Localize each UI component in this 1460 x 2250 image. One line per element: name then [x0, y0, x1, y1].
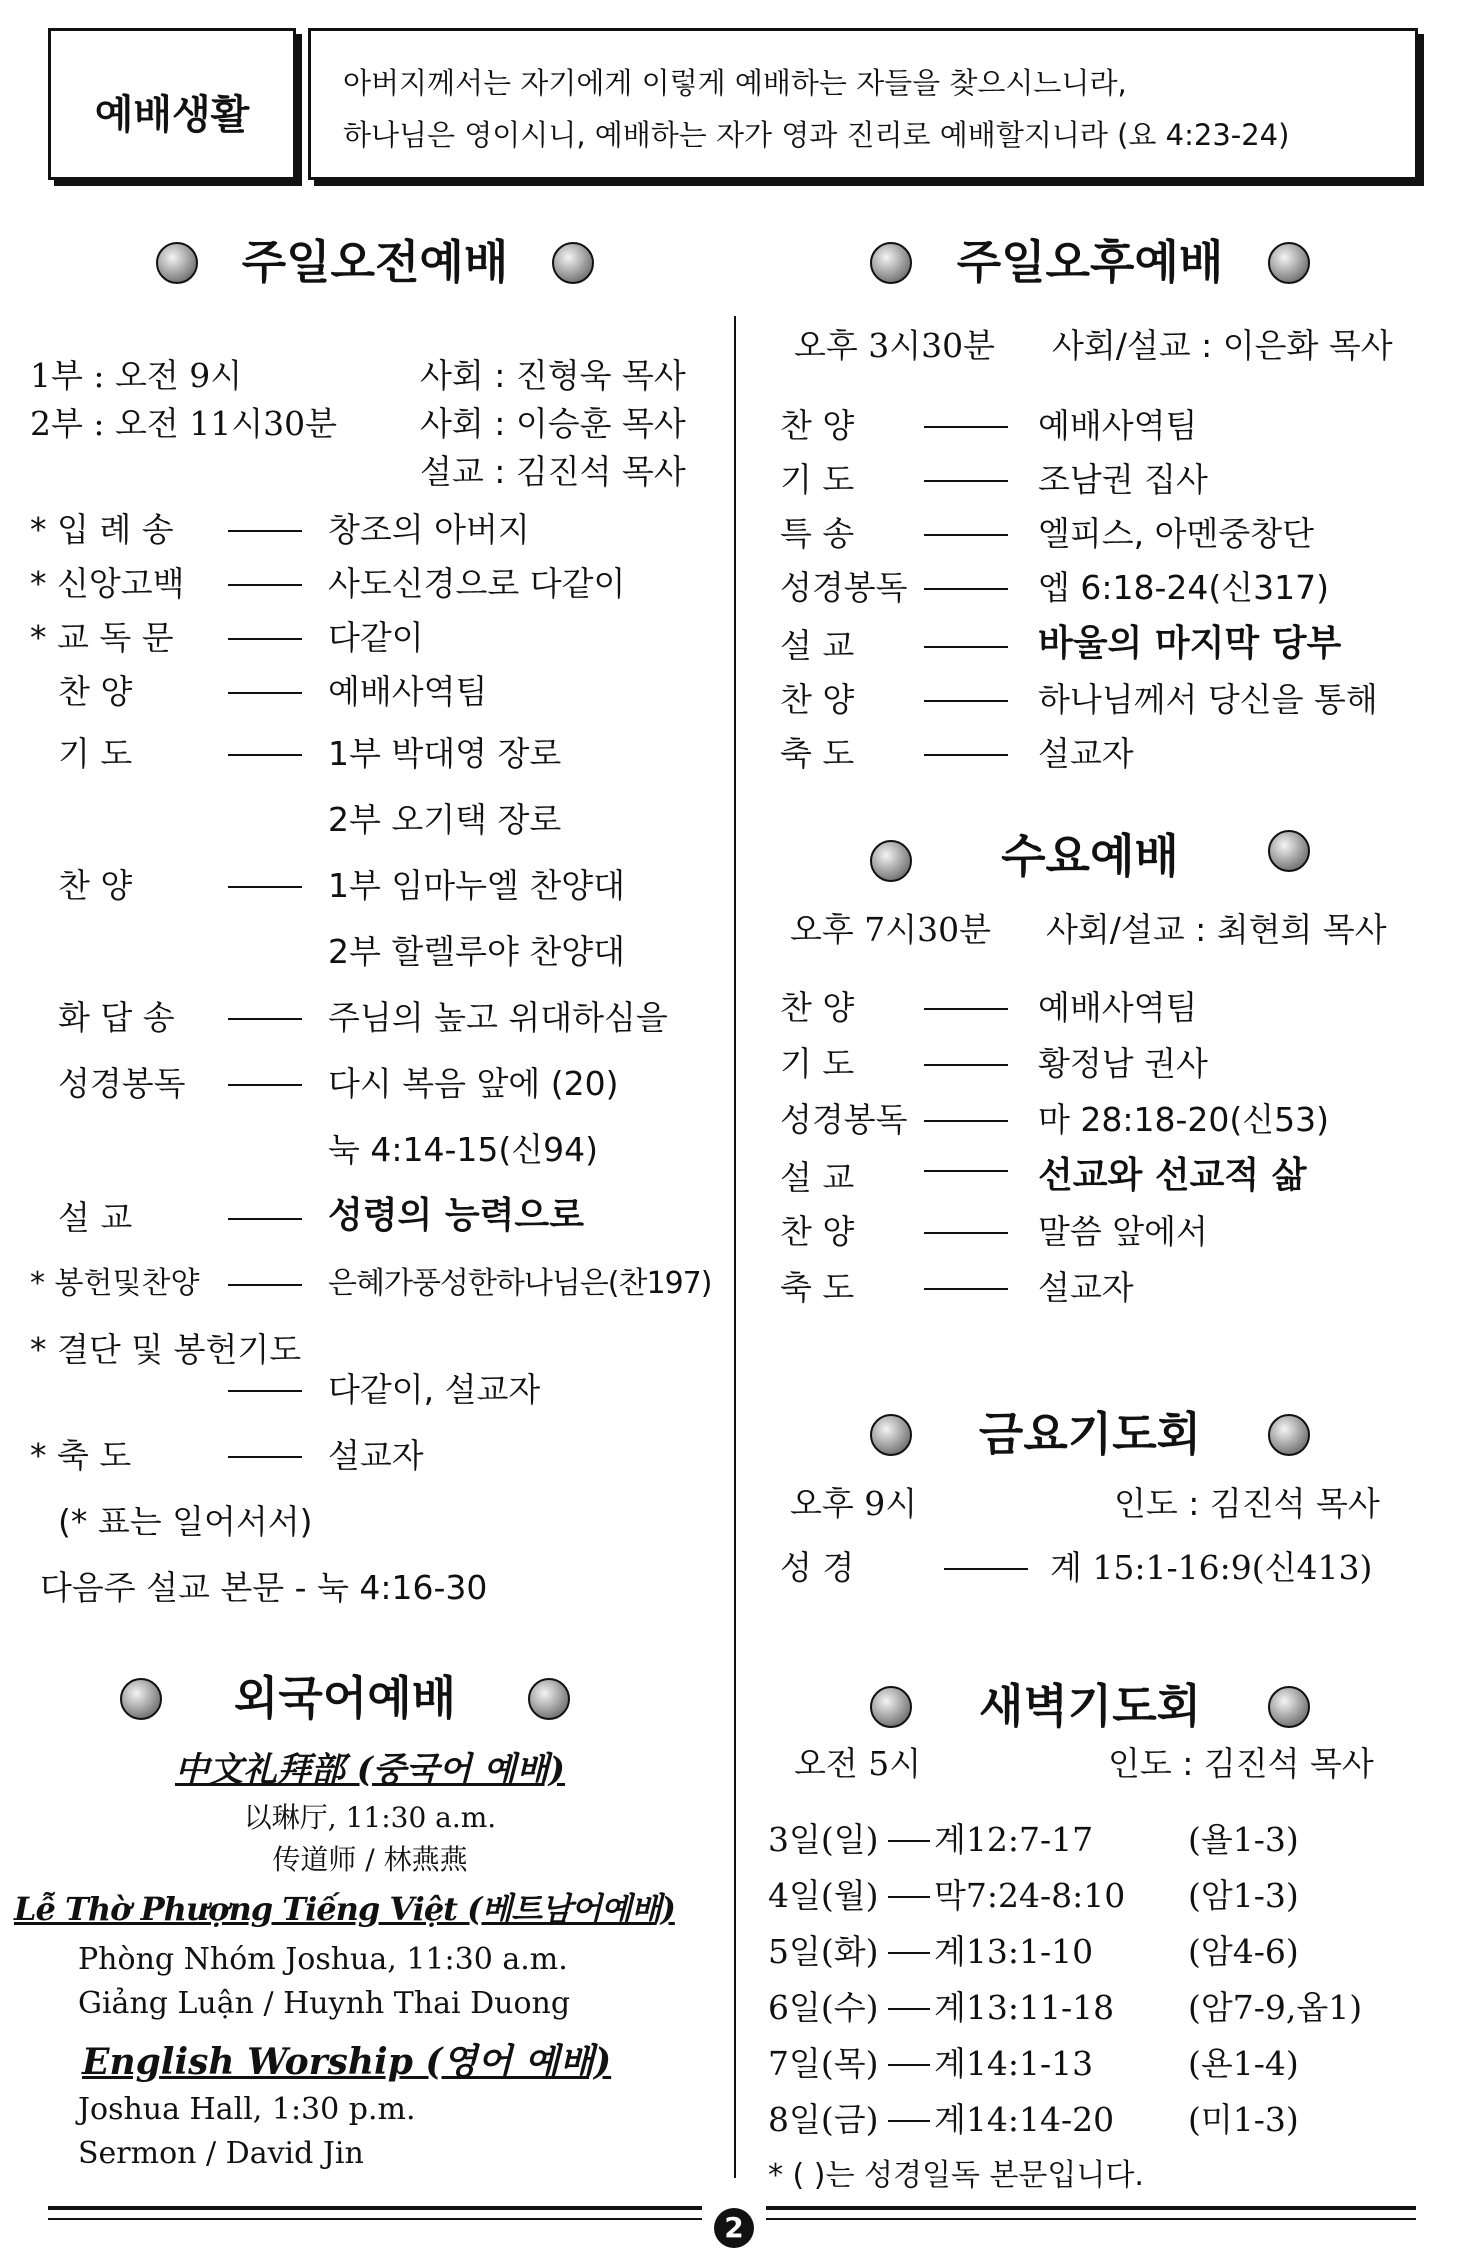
leader-dash — [228, 886, 302, 888]
order-value: 2부 오기택 장로 — [328, 800, 562, 839]
english-worship-title: English Worship (영어 예배) — [82, 2041, 612, 2083]
leader-dash — [888, 1896, 930, 1898]
order-value: 황정남 권사 — [1038, 1044, 1208, 1083]
footer-rule-left-thin — [48, 2218, 702, 2220]
friday-time: 오후 9시 — [790, 1484, 918, 1523]
order-label: 성경봉독 — [780, 1100, 908, 1139]
leader-dash — [228, 1084, 302, 1086]
dawn-reading: (미1-3) — [1188, 2100, 1299, 2139]
chinese-worship-title: 中文礼拜部 (중국어 예배) — [174, 1750, 566, 1790]
order-label: 특 송 — [780, 514, 855, 553]
sermon-title: 성령의 능력으로 — [328, 1195, 584, 1236]
dawn-text: 막7:24-8:10 — [934, 1876, 1126, 1915]
leader-dash — [228, 1456, 302, 1458]
leader-dash — [924, 426, 1008, 428]
dawn-text: 계13:11-18 — [934, 1988, 1115, 2027]
dawn-reading: (암1-3) — [1188, 1876, 1299, 1915]
sunday-am-heading — [150, 232, 600, 292]
leader-dash — [228, 638, 302, 640]
leader-dash — [228, 1284, 302, 1286]
footer-rule-left — [48, 2206, 702, 2210]
foreign-title: 외국어예배 — [233, 1671, 457, 1725]
order-value: 1부 임마누엘 찬양대 — [328, 866, 625, 905]
leader-dash — [924, 1120, 1008, 1122]
vietnamese-worship-title: Lễ Thờ Phượng Tiếng Việt (베트남어예배) — [14, 1890, 675, 1928]
leader-dash — [888, 2008, 930, 2010]
sunday-pm-leader: 사회/설교 : 이은화 목사 — [1052, 326, 1393, 365]
sunday-am-title: 주일오전예배 — [241, 235, 509, 289]
header-verse-box — [308, 28, 1418, 180]
friday-title: 금요기도회 — [978, 1407, 1202, 1461]
order-label: 축 도 — [780, 1268, 855, 1307]
friday-leader: 인도 : 김진석 목사 — [1114, 1484, 1380, 1523]
dawn-title: 새벽기도회 — [978, 1679, 1202, 1733]
order-label: 축 도 — [780, 734, 855, 773]
order-value: 2부 할렐루야 찬양대 — [328, 932, 625, 971]
order-value: 주님의 높고 위대하심을 — [328, 998, 668, 1037]
order-value: 예배사역팀 — [1038, 406, 1198, 445]
leader-dash — [228, 692, 302, 694]
wednesday-leader: 사회/설교 : 최현희 목사 — [1046, 910, 1387, 949]
order-value: 은혜가풍성한하나님은(찬197) — [328, 1266, 712, 1301]
order-value: 설교자 — [1038, 1268, 1134, 1307]
order-value: 다시 복음 앞에 (20) — [328, 1064, 619, 1103]
leader-dash — [944, 1568, 1028, 1570]
order-value: 예배사역팀 — [328, 672, 488, 711]
leader-dash — [924, 1170, 1008, 1172]
header-label: 예배생활 — [94, 92, 250, 138]
sunday-am-leader1: 사회 : 진형욱 목사 — [420, 356, 686, 395]
order-value: 말씀 앞에서 — [1038, 1212, 1208, 1251]
order-label: 성경봉독 — [58, 1064, 186, 1103]
leader-dash — [924, 588, 1008, 590]
order-label: 성경봉독 — [780, 568, 908, 607]
dawn-heading — [870, 1676, 1310, 1736]
dawn-day: 5일(화) — [768, 1932, 879, 1971]
dawn-time: 오전 5시 — [794, 1744, 922, 1783]
order-value: 다같이, 설교자 — [328, 1370, 541, 1409]
sunday-am-sched2: 2부 : 오전 11시30분 — [30, 404, 337, 443]
order-label: * 입 례 송 — [30, 510, 174, 549]
friday-scripture-label: 성 경 — [780, 1548, 855, 1587]
leader-dash — [924, 754, 1008, 756]
bullet-ball-icon — [1268, 1414, 1310, 1456]
leader-dash — [888, 2064, 930, 2066]
dawn-text: 계13:1-10 — [934, 1932, 1094, 1971]
wednesday-heading — [870, 826, 1310, 886]
order-value: 사도신경으로 다같이 — [328, 564, 626, 603]
bullet-ball-icon — [1268, 830, 1310, 872]
leader-dash — [888, 1840, 930, 1842]
order-label: * 교 독 문 — [30, 618, 174, 657]
foreign-heading — [120, 1668, 570, 1728]
dawn-reading: (욜1-3) — [1188, 1820, 1299, 1859]
order-value: 창조의 아버지 — [328, 510, 530, 549]
dawn-day: 4일(월) — [768, 1876, 879, 1915]
order-label: 화 답 송 — [58, 998, 175, 1037]
page-number: 2 — [714, 2208, 754, 2248]
leader-dash — [924, 534, 1008, 536]
order-label: 찬 양 — [780, 406, 855, 445]
order-value: 마 28:18-20(신53) — [1038, 1100, 1329, 1139]
sunday-am-leader2: 사회 : 이승훈 목사 — [420, 404, 686, 443]
leader-dash — [888, 1952, 930, 1954]
dawn-text: 계14:1-13 — [934, 2044, 1094, 2083]
order-label: 기 도 — [58, 734, 133, 773]
sermon-title: 선교와 선교적 삶 — [1038, 1155, 1307, 1196]
bullet-ball-icon — [1268, 1686, 1310, 1728]
order-label: * 신앙고백 — [30, 564, 185, 603]
footer-rule-right — [766, 2206, 1416, 2210]
sunday-pm-time: 오후 3시30분 — [794, 326, 995, 365]
dawn-reading: (욘1-4) — [1188, 2044, 1299, 2083]
order-label: 찬 양 — [780, 680, 855, 719]
sunday-pm-title: 주일오후예배 — [956, 235, 1224, 289]
leader-dash — [924, 1232, 1008, 1234]
dawn-reading: (암7-9,옵1) — [1188, 1988, 1363, 2027]
order-label: 설 교 — [58, 1198, 133, 1237]
order-value: 하나님께서 당신을 통해 — [1038, 680, 1378, 719]
bullet-ball-icon — [1268, 242, 1310, 284]
order-label: 찬 양 — [58, 866, 133, 905]
leader-dash — [924, 700, 1008, 702]
order-value: 조남권 집사 — [1038, 460, 1208, 499]
vietnamese-worship-place: Phòng Nhóm Joshua, 11:30 a.m. — [78, 1942, 568, 1977]
order-label: 기 도 — [780, 460, 855, 499]
leader-dash — [924, 646, 1008, 648]
column-divider — [734, 316, 736, 2178]
order-label: 기 도 — [780, 1044, 855, 1083]
order-value: 엡 6:18-24(신317) — [1038, 568, 1329, 607]
chinese-worship-leader: 传道师 / 林燕燕 — [272, 1843, 468, 1876]
sunday-am-sched1: 1부 : 오전 9시 — [30, 356, 243, 395]
english-worship-leader: Sermon / David Jin — [78, 2136, 364, 2171]
order-value: 다같이 — [328, 618, 424, 657]
leader-dash — [924, 1008, 1008, 1010]
friday-heading — [870, 1404, 1310, 1464]
dawn-reading: (암4-6) — [1188, 1932, 1299, 1971]
wednesday-title: 수요예배 — [1001, 829, 1179, 883]
order-label: 설 교 — [780, 626, 855, 665]
order-value: 1부 박대영 장로 — [328, 734, 562, 773]
header-verse-line2: 하나님은 영이시니, 예배하는 자가 영과 진리로 예배할지니라 (요 4:23-24) — [343, 118, 1290, 152]
leader-dash — [924, 1064, 1008, 1066]
dawn-day: 7일(목) — [768, 2044, 879, 2083]
chinese-worship-place: 以琳厅, 11:30 a.m. — [243, 1801, 497, 1834]
footer-rule-right-thin — [766, 2218, 1416, 2220]
sunday-am-preacher: 설교 : 김진석 목사 — [420, 452, 686, 491]
header-verse-line1: 아버지께서는 자기에게 이렇게 예배하는 자들을 찾으시느니라, — [343, 66, 1127, 100]
vietnamese-worship-leader: Giảng Luận / Huynh Thai Duong — [78, 1986, 571, 2021]
order-label: 찬 양 — [780, 1212, 855, 1251]
leader-dash — [924, 480, 1008, 482]
leader-dash — [228, 584, 302, 586]
dawn-day: 3일(일) — [768, 1820, 879, 1859]
dawn-day: 8일(금) — [768, 2100, 879, 2139]
leader-dash — [888, 2120, 930, 2122]
leader-dash — [228, 1218, 302, 1220]
header-label-box — [48, 28, 296, 180]
sunday-pm-heading — [870, 232, 1310, 292]
bullet-ball-icon — [528, 1678, 570, 1720]
standing-note: (* 표는 일어서서) — [58, 1502, 313, 1541]
friday-scripture: 계 15:1-16:9(신413) — [1050, 1548, 1373, 1587]
order-label: * 축 도 — [30, 1436, 132, 1475]
dawn-text: 계14:14-20 — [934, 2100, 1115, 2139]
english-worship-place: Joshua Hall, 1:30 p.m. — [78, 2092, 416, 2127]
dawn-day: 6일(수) — [768, 1988, 879, 2027]
order-value: 설교자 — [328, 1436, 424, 1475]
order-value: 설교자 — [1038, 734, 1134, 773]
order-value: 눅 4:14-15(신94) — [328, 1130, 598, 1169]
leader-dash — [228, 530, 302, 532]
next-week-text: 다음주 설교 본문 - 눅 4:16-30 — [40, 1568, 488, 1607]
order-label: 설 교 — [780, 1158, 855, 1197]
leader-dash — [924, 1288, 1008, 1290]
order-label: 찬 양 — [780, 988, 855, 1027]
dawn-text: 계12:7-17 — [934, 1820, 1094, 1859]
leader-dash — [228, 1390, 302, 1392]
bullet-ball-icon — [552, 242, 594, 284]
wednesday-time: 오후 7시30분 — [790, 910, 991, 949]
leader-dash — [228, 754, 302, 756]
order-value: 예배사역팀 — [1038, 988, 1198, 1027]
order-label: * 결단 및 봉헌기도 — [30, 1330, 302, 1369]
order-value: 엘피스, 아멘중창단 — [1038, 514, 1315, 553]
order-label: 찬 양 — [58, 672, 133, 711]
dawn-leader: 인도 : 김진석 목사 — [1108, 1744, 1374, 1783]
dawn-note: * ( )는 성경일독 본문입니다. — [768, 2158, 1144, 2193]
order-label: * 봉헌및찬양 — [30, 1266, 200, 1301]
leader-dash — [228, 1018, 302, 1020]
sermon-title: 바울의 마지막 당부 — [1038, 623, 1342, 664]
